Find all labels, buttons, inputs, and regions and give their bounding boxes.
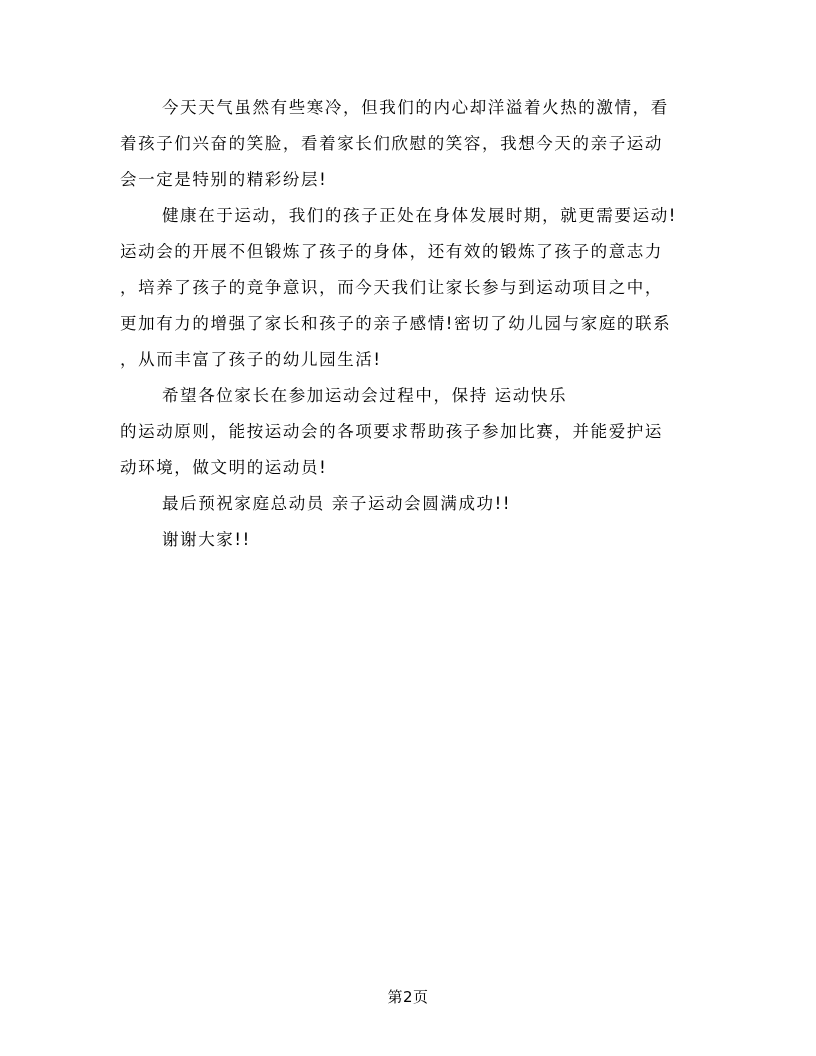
body-text-line: 健康在于运动，我们的孩子正处在身体发展时期，就更需要运动! (162, 206, 678, 225)
body-text-line: 动环境，做文明的运动员! (120, 458, 328, 477)
body-text-line: 最后预祝家庭总动员 亲子运动会圆满成功!! (162, 494, 512, 513)
page-number: 第2页 (387, 988, 429, 1006)
body-text-line: 会一定是特别的精彩纷层! (120, 170, 328, 189)
body-text-line: 运动会的开展不但锻炼了孩子的身体，还有效的锻炼了孩子的意志力 (120, 242, 663, 261)
body-text-line: 着孩子们兴奋的笑脸，看着家长们欣慰的笑容，我想今天的亲子运动 (120, 134, 663, 153)
body-text-line: 更加有力的增强了家长和孩子的亲子感情!密切了幼儿园与家庭的联系 (120, 314, 672, 333)
body-text-line: 希望各位家长在参加运动会过程中，保持 运动快乐 (162, 386, 568, 405)
body-text-line: 今天天气虽然有些寒冷，但我们的内心却洋溢着火热的激情，看 (162, 98, 669, 117)
body-text-line: 的运动原则，能按运动会的各项要求帮助孩子参加比赛，并能爱护运 (120, 422, 663, 441)
body-text-line: ，从而丰富了孩子的幼儿园生活! (120, 350, 382, 369)
body-text-line: ，培养了孩子的竞争意识，而今天我们让家长参与到运动项目之中， (120, 278, 663, 297)
body-text-line: 谢谢大家!! (162, 530, 251, 549)
